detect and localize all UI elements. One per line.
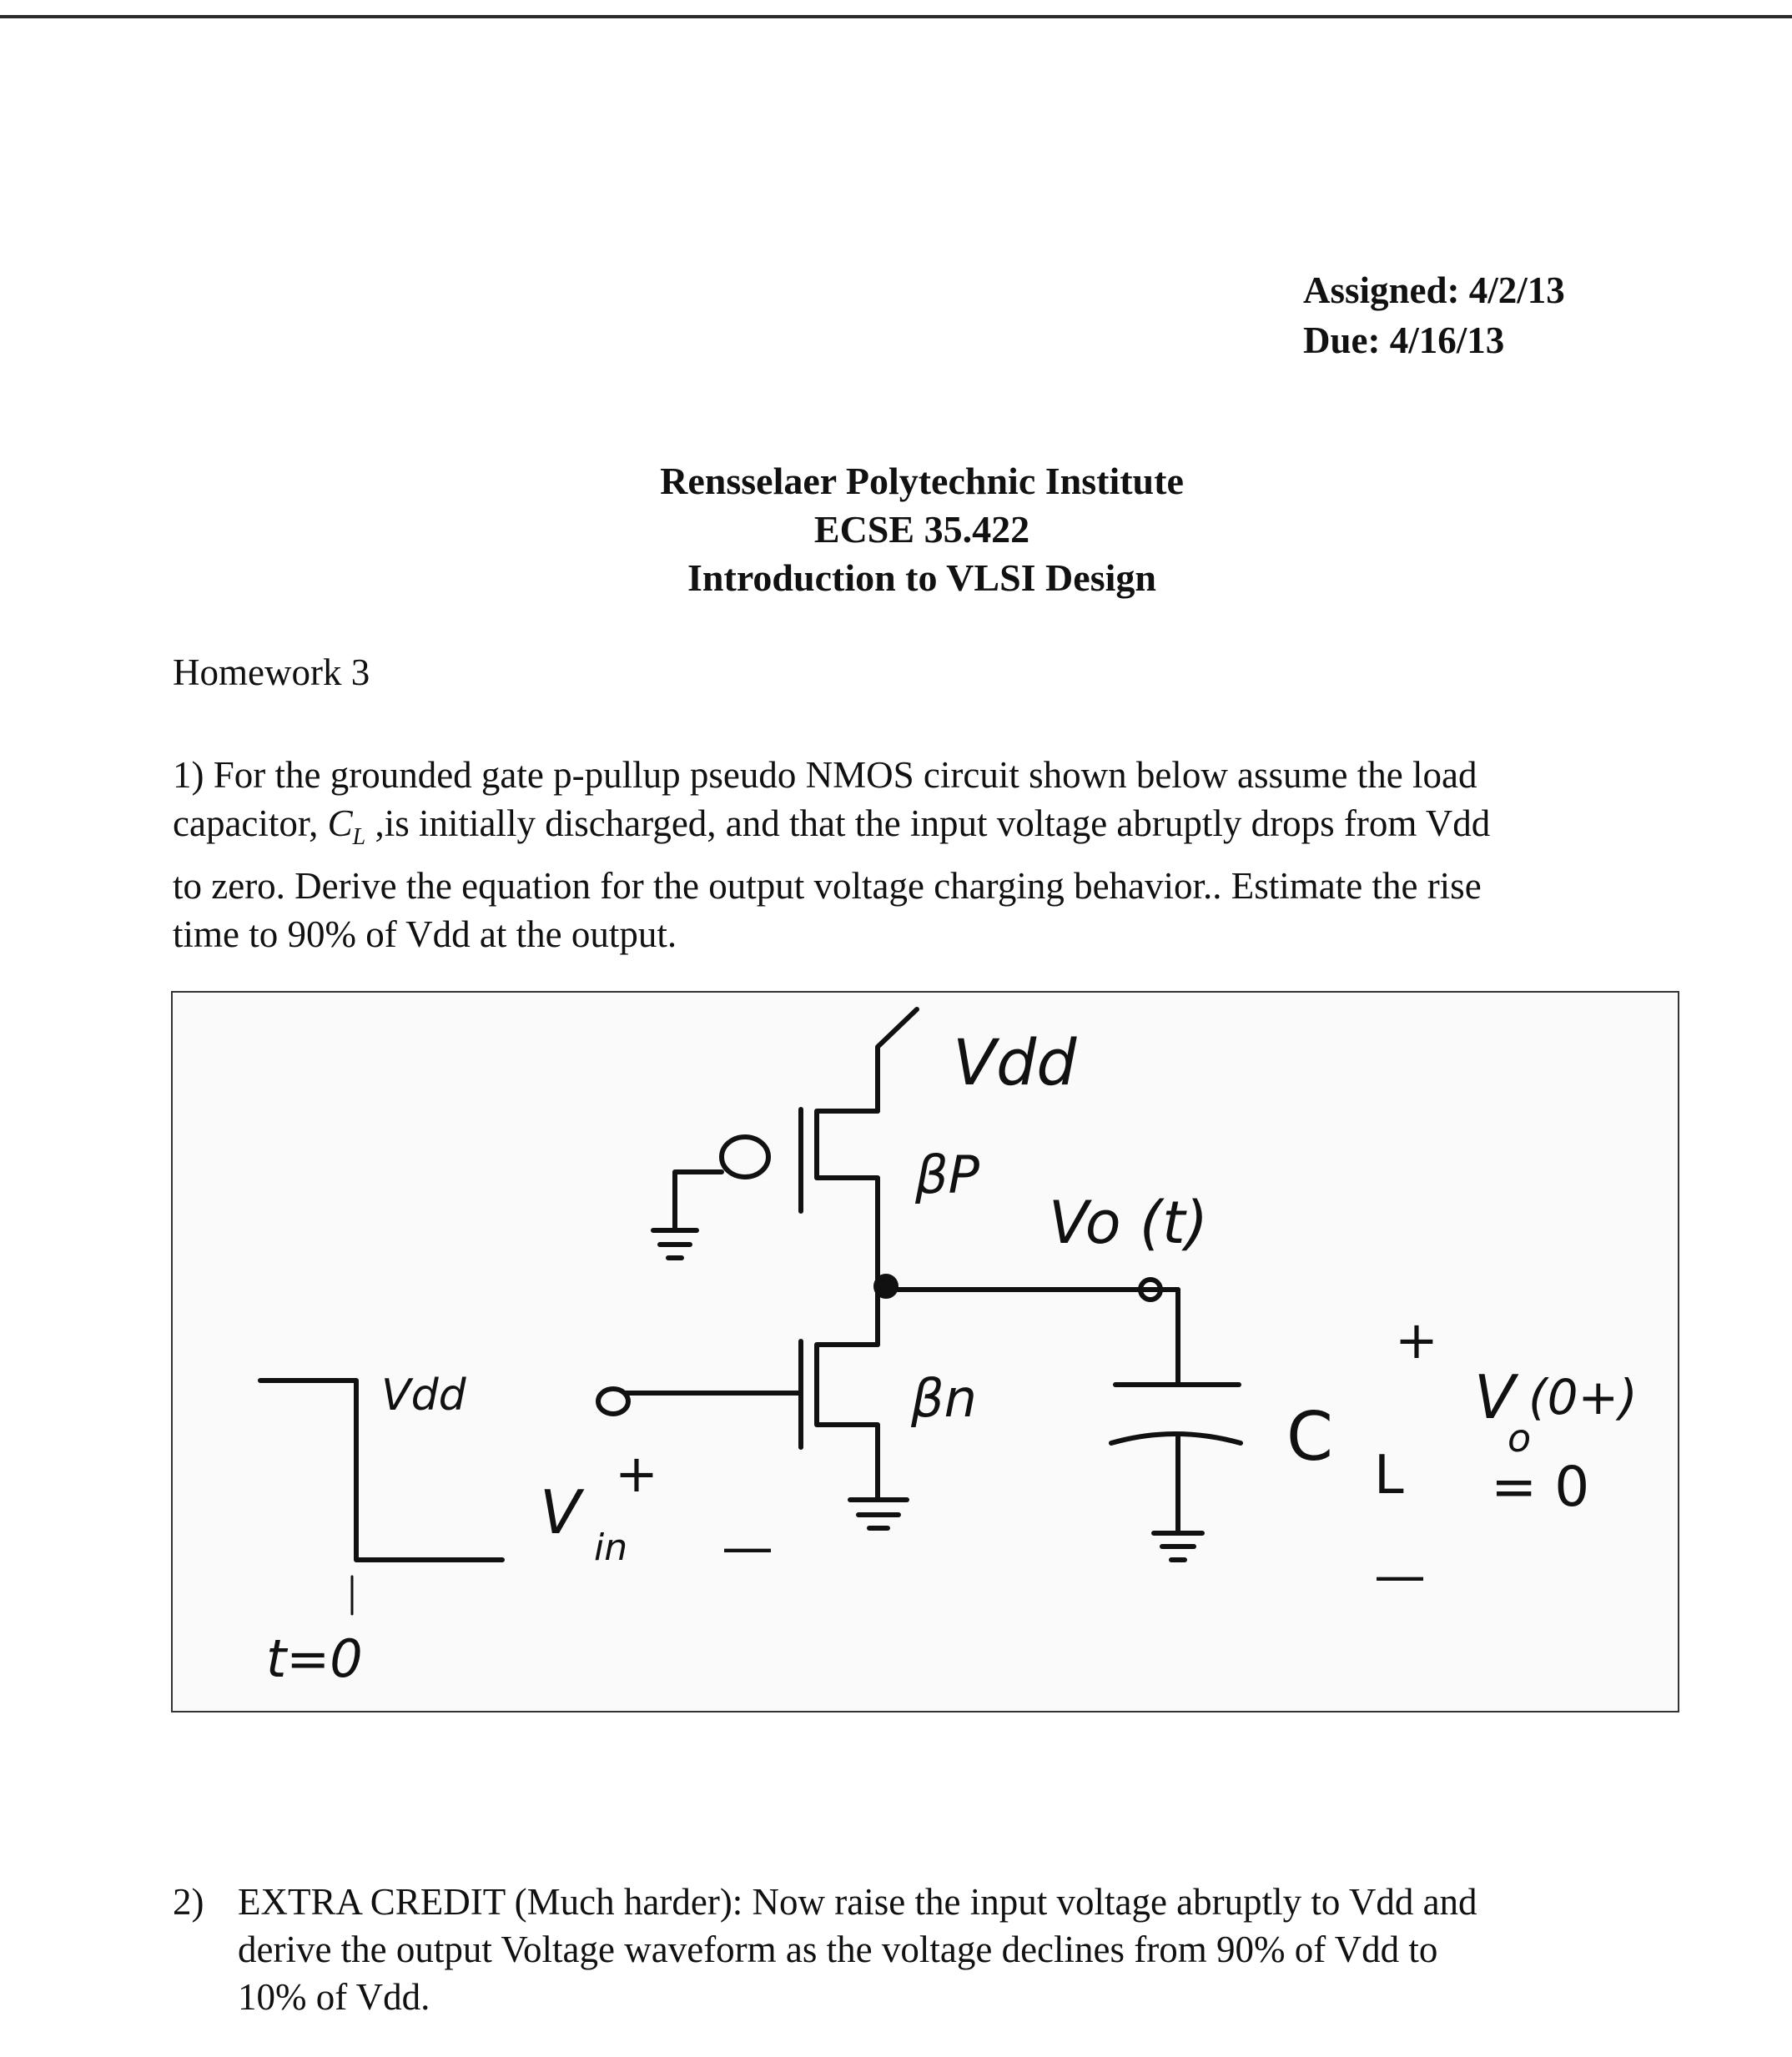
vin-minus-sign: — xyxy=(722,1516,773,1577)
question-1-line-4: time to 90% of Vdd at the output. xyxy=(173,913,677,955)
beta-n-label: βn xyxy=(911,1368,977,1429)
question-2-line-2: derive the output Voltage waveform as the voltage declines from 90% of Vdd to xyxy=(238,1929,1438,1970)
cl-minus-sign: — xyxy=(1374,1545,1426,1606)
due-date: Due: 4/16/13 xyxy=(1303,319,1505,361)
date-block xyxy=(1303,265,1565,365)
vin-subscript: in xyxy=(594,1526,628,1569)
t-zero-label: t=0 xyxy=(266,1628,363,1689)
circuit-diagram xyxy=(173,993,1681,1714)
institution-name: Rensselaer Polytechnic Institute xyxy=(660,460,1184,502)
load-capacitor-symbol xyxy=(327,802,366,850)
vo0-argument: (0+) xyxy=(1528,1369,1638,1426)
vin-label: V xyxy=(540,1477,581,1547)
vo0-equals-zero: = 0 xyxy=(1491,1455,1590,1519)
question-1-line-2 xyxy=(173,799,1674,862)
cl-letter: C xyxy=(1286,1398,1333,1476)
question-1 xyxy=(173,751,1674,958)
question-2-number: 2) xyxy=(173,1881,204,1923)
vin-plus-sign: + xyxy=(615,1443,658,1504)
nmos-channel xyxy=(817,1345,878,1500)
question-1-line-1: 1) For the grounded gate p-pullup pseudo NMOS circuit shown below assume the load xyxy=(173,754,1477,796)
vo0-letter: V xyxy=(1474,1362,1516,1432)
scan-edge-line xyxy=(0,15,1792,18)
ground-icon xyxy=(1154,1533,1202,1560)
cl-subscript: L xyxy=(1374,1445,1404,1506)
course-number: ECSE 35.422 xyxy=(813,508,1030,551)
question-2-line-3: 10% of Vdd. xyxy=(238,1976,430,2018)
input-terminal xyxy=(598,1389,628,1414)
course-title: Introduction to VLSI Design xyxy=(687,556,1156,599)
vdd-label: Vdd xyxy=(953,1025,1077,1099)
circuit-figure xyxy=(171,991,1679,1712)
cl-letter: C xyxy=(327,802,353,844)
pmos-channel xyxy=(817,1111,878,1243)
step-vdd-label: Vdd xyxy=(381,1370,466,1421)
homework-title: Homework 3 xyxy=(173,651,370,693)
vo-t-label: Vo (t) xyxy=(1049,1189,1208,1257)
cl-subscript: L xyxy=(352,824,366,850)
ground-icon xyxy=(850,1500,907,1528)
question-2-line-1: EXTRA CREDIT (Much harder): Now raise the input voltage abruptly to Vdd and xyxy=(238,1881,1477,1923)
pmos-gate-wire xyxy=(675,1172,722,1230)
vdd-supply-symbol xyxy=(878,1009,917,1111)
vo0-subscript: o xyxy=(1508,1416,1532,1461)
cl-plus-sign: + xyxy=(1395,1310,1438,1370)
question-1-line-2-end: ,is initially discharged, and that the input voltage abruptly drops from Vdd xyxy=(365,802,1491,844)
question-1-line-2-start: capacitor, xyxy=(173,802,328,844)
question-1-line-3: to zero. Derive the equation for the output voltage charging behavior.. Estimate the rise xyxy=(173,865,1482,907)
pmos-gate-bubble xyxy=(722,1137,768,1177)
ground-icon xyxy=(653,1230,697,1258)
document-header xyxy=(0,457,1792,602)
beta-p-label: βP xyxy=(915,1144,979,1205)
assigned-date: Assigned: 4/2/13 xyxy=(1303,269,1565,311)
question-2-body xyxy=(238,1878,1673,2021)
